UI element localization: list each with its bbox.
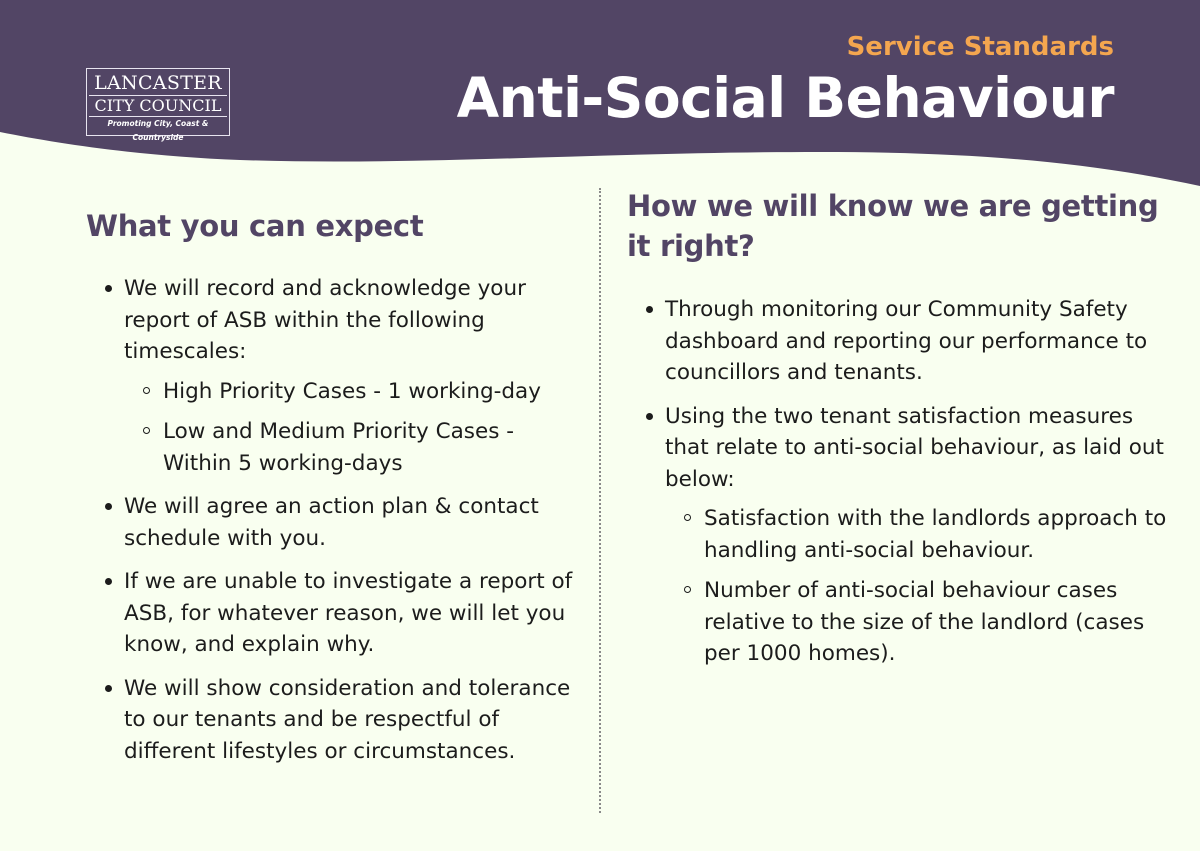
list-item	[86, 673, 576, 768]
list-item-text: We will agree an action plan & contact schedule with you.	[124, 494, 539, 551]
list-item	[627, 401, 1167, 670]
list-item	[86, 273, 576, 479]
council-logo	[86, 68, 230, 142]
list-item-text: We will show consideration and tolerance to our tenants and be respectful of different lifestyles or circumstances.	[124, 675, 571, 764]
logo-tagline: Promoting City, Coast & Countryside	[107, 119, 209, 142]
list-item	[86, 491, 576, 554]
sub-list-item: Number of anti-social behaviour cases relative to the size of the landlord (cases per 1000 homes).	[665, 575, 1167, 670]
list-item-text: We will record and acknowledge your report of ASB within the following timescales:	[124, 276, 526, 364]
sub-list-item: High Priority Cases - 1 working-day	[124, 376, 576, 408]
list-item-text: Through monitoring our Community Safety dashboard and reporting our performance to councillors and tenants.	[665, 297, 1148, 385]
column-divider	[599, 188, 601, 813]
measures-section	[627, 186, 1167, 682]
expectations-list	[86, 273, 576, 767]
list-item	[627, 294, 1167, 389]
logo-line1: LANCASTER	[94, 72, 222, 94]
sub-list-item: Low and Medium Priority Cases - Within 5 working-days	[124, 416, 576, 479]
list-item	[86, 566, 576, 661]
logo-line2: CITY COUNCIL	[89, 95, 227, 117]
page-subtitle: Service Standards	[846, 32, 1114, 62]
list-item-text: Using the two tenant satisfaction measures that relate to anti-social behaviour, as laid out below:	[665, 403, 1164, 492]
page-title: Anti-Social Behaviour	[456, 66, 1114, 130]
expectations-heading: What you can expect	[86, 209, 424, 243]
expectations-section	[86, 206, 576, 779]
satisfaction-measures-list	[665, 503, 1167, 670]
sub-list-item: Satisfaction with the landlords approach to handling anti-social behaviour.	[665, 503, 1167, 566]
list-item-text: If we are unable to investigate a report of ASB, for whatever reason, we will let you know, and explain why.	[124, 569, 573, 657]
measures-heading: How we will know we are getting it right?	[627, 189, 1159, 263]
measures-list	[627, 294, 1167, 670]
timescales-list	[124, 376, 576, 480]
